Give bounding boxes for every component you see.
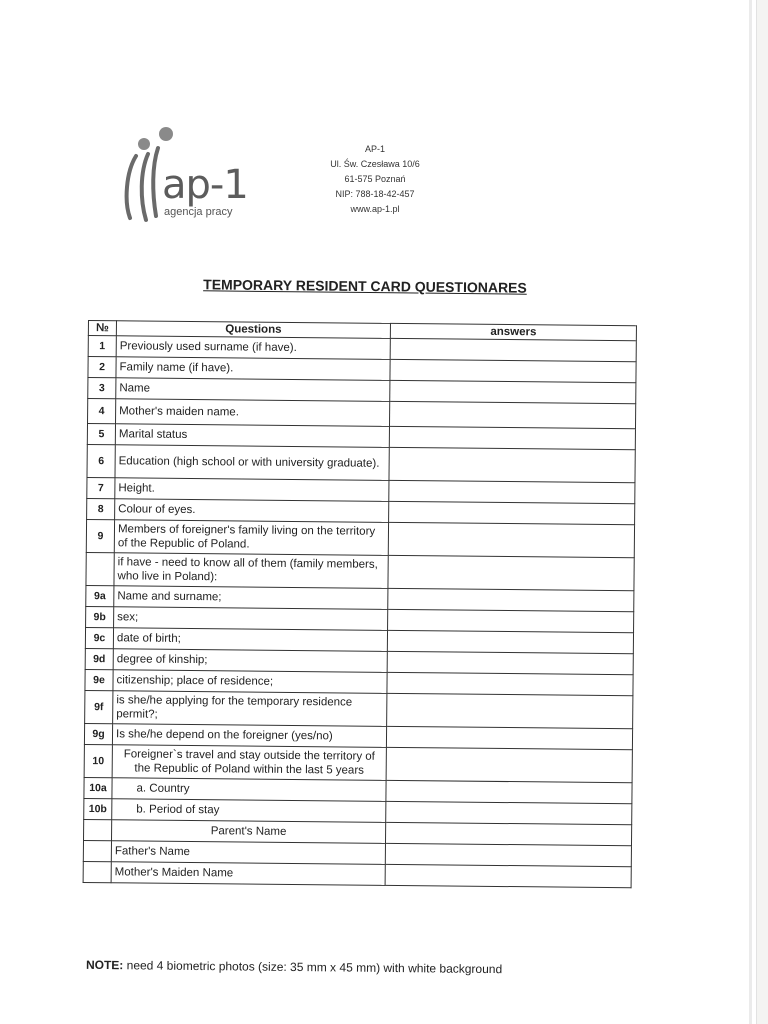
answer-cell[interactable] (389, 401, 635, 428)
row-number: 10 (84, 744, 112, 777)
row-question: Education (high school or with university graduate). (115, 445, 389, 481)
table-row (86, 552, 634, 590)
table-row (84, 744, 632, 782)
address-line: www.ap-1.pl (350, 204, 400, 214)
table-row (87, 444, 635, 482)
header-number: № (88, 321, 116, 336)
row-number: 6 (87, 444, 115, 477)
row-number (84, 819, 112, 840)
row-number (83, 861, 111, 882)
row-question: Members of foreigner's family living on the territory of the Republic of Poland. (114, 520, 388, 556)
answer-cell[interactable] (389, 447, 635, 482)
answer-cell[interactable] (386, 726, 632, 749)
row-question: Parent's Name (112, 820, 386, 844)
row-number: 10a (84, 777, 112, 798)
document-title: TEMPORARY RESIDENT CARD QUESTIONARES (203, 276, 527, 296)
answer-cell[interactable] (387, 630, 633, 653)
row-number: 4 (88, 399, 116, 424)
row-number: 9 (86, 519, 114, 552)
row-question: Family name (if have). (116, 357, 390, 381)
row-number (83, 840, 111, 861)
answer-cell[interactable] (386, 747, 632, 782)
row-question: Height. (115, 478, 389, 502)
answer-cell[interactable] (386, 801, 632, 824)
row-number: 2 (88, 357, 116, 378)
row-question: b. Period of stay (112, 799, 386, 823)
row-question: Name (116, 378, 390, 402)
row-question: Previously used surname (if have). (116, 336, 390, 360)
answer-cell[interactable] (390, 359, 636, 382)
answer-cell[interactable] (387, 672, 633, 695)
answer-cell[interactable] (389, 480, 635, 503)
table-row (83, 861, 631, 887)
note-label: NOTE: (85, 957, 124, 973)
answer-cell[interactable] (385, 864, 631, 887)
row-number: 9c (85, 627, 113, 648)
row-question: Marital status (115, 424, 389, 448)
row-question: Colour of eyes. (115, 499, 389, 523)
header-questions: Questions (116, 321, 390, 339)
logo-subtext: agencja pracy (164, 206, 233, 218)
row-question: degree of kinship; (113, 649, 387, 673)
answer-cell[interactable] (385, 843, 631, 866)
row-number: 9d (85, 648, 113, 669)
answer-cell[interactable] (388, 609, 634, 632)
answer-cell[interactable] (390, 338, 636, 361)
row-question: citizenship; place of residence; (113, 670, 387, 694)
answer-cell[interactable] (387, 693, 633, 728)
company-address (300, 142, 450, 217)
answer-cell[interactable] (388, 522, 634, 557)
address-line: 61-575 Poznań (344, 174, 406, 184)
row-question: a. Country (112, 778, 386, 802)
answer-cell[interactable] (390, 380, 636, 403)
row-number: 5 (87, 424, 115, 445)
address-line: NIP: 788-18-42-457 (335, 189, 415, 199)
table-row (85, 690, 633, 728)
logo-wordmark: ap-1 (162, 162, 248, 208)
answer-cell[interactable] (388, 555, 634, 590)
address-line: Ul. Św. Czesława 10/6 (330, 159, 420, 169)
questionnaire-table-wrapper (83, 320, 636, 888)
answer-cell[interactable] (388, 588, 634, 611)
row-number: 3 (88, 378, 116, 399)
row-number: 9a (86, 585, 114, 606)
address-line: AP-1 (364, 144, 385, 154)
footer-note (86, 958, 502, 976)
row-question: Mother's Maiden Name (111, 862, 385, 886)
row-number (86, 552, 114, 585)
company-logo (118, 122, 258, 232)
row-question: Mother's maiden name. (116, 399, 390, 427)
row-number: 9g (84, 723, 112, 744)
row-number: 9f (85, 690, 113, 723)
row-number: 1 (88, 336, 116, 357)
row-number: 7 (87, 477, 115, 498)
row-question: date of birth; (113, 628, 387, 652)
answer-cell[interactable] (385, 822, 631, 845)
page-edge (749, 0, 752, 1024)
answer-cell[interactable] (389, 426, 635, 449)
row-number: 8 (87, 498, 115, 519)
row-question: Is she/he depend on the foreigner (yes/no) (112, 724, 386, 748)
row-question: sex; (114, 607, 388, 631)
row-number: 10b (84, 798, 112, 819)
row-question: Name and surname; (114, 586, 388, 610)
row-number: 9e (85, 669, 113, 690)
questionnaire-table (83, 320, 637, 888)
note-text: need 4 biometric photos (size: 35 mm x 45 mm) with white background (123, 958, 503, 977)
row-question: if have - need to know all of them (family members, who live in Poland): (114, 553, 388, 589)
header-answers: answers (390, 323, 636, 340)
answer-cell[interactable] (389, 501, 635, 524)
row-question: Foreigner`s travel and stay outside the territory of the Republic of Poland within the last 5 years (112, 745, 386, 781)
answer-cell[interactable] (387, 651, 633, 674)
row-number: 9b (86, 606, 114, 627)
row-question: Father's Name (111, 841, 385, 865)
answer-cell[interactable] (386, 780, 632, 803)
row-question: is she/he applying for the temporary residence permit?; (113, 691, 387, 727)
table-row (86, 519, 634, 557)
